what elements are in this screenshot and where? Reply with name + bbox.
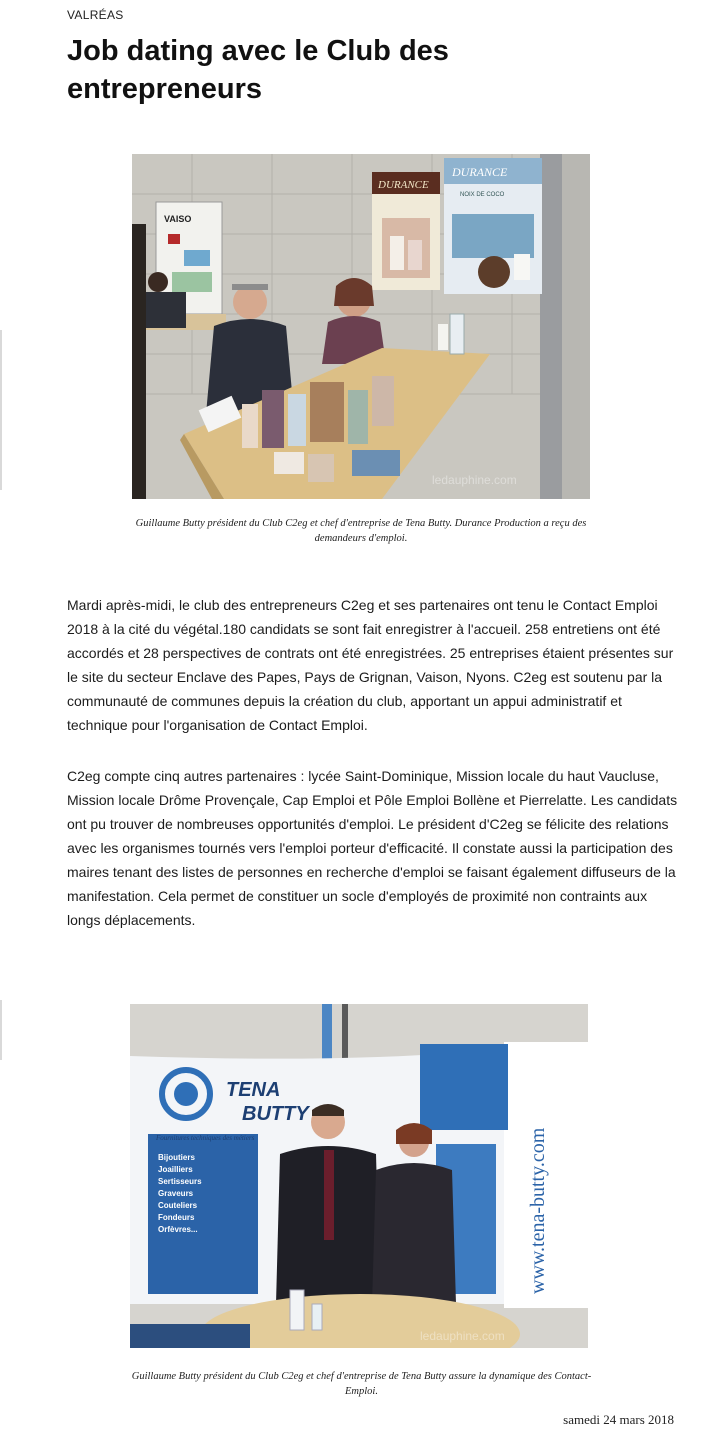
svg-text:Graveurs: Graveurs (158, 1189, 194, 1198)
svg-text:Joailliers: Joailliers (158, 1165, 193, 1174)
durance-poster-left (372, 172, 440, 290)
svg-text:Fondeurs: Fondeurs (158, 1213, 195, 1222)
svg-text:VAISO: VAISO (164, 214, 192, 224)
body-paragraph-1: Mardi après-midi, le club des entrepreneurs C2eg et ses partenaires ont tenu le Contact Emploi 2018 à la cité du végétal.180 candidats se sont fait enregistrer à l'accueil. 258 entretiens ont été accordés et 28 perspectives de contrats ont été enregistrées. 25 entreprises étaient présentes sur le site du secteur Enclave des Papes, Pays de Grignan, Vaison, Nyons. C2eg est soutenu par la communauté de communes depuis la création du club, apportant un appui administratif et technique pour l'organisation de Contact Emploi. (67, 597, 674, 733)
svg-text:NOIX DE COCO: NOIX DE COCO (460, 192, 505, 198)
photo-2-caption: Guillaume Butty président du Club C2eg et chef d'entreprise de Tena Butty assure la dynamique des Contact-Emploi. (131, 1371, 592, 1397)
svg-text:DURANCE: DURANCE (452, 165, 508, 179)
svg-text:ledauphine.com: ledauphine.com (420, 1329, 505, 1343)
svg-text:BUTTY: BUTTY (242, 1103, 309, 1125)
durance-poster-right (444, 158, 542, 294)
svg-text:Bijoutiers: Bijoutiers (158, 1153, 195, 1162)
article-title: Job dating avec le Club des entrepreneurs (67, 35, 449, 105)
svg-text:ledauphine.com: ledauphine.com (432, 473, 517, 487)
scan-edge-mark (0, 1000, 2, 1060)
svg-text:TENA: TENA (226, 1079, 281, 1101)
article-photo-1 (132, 154, 590, 499)
photo-1-caption: Guillaume Butty président du Club C2eg et chef d'entreprise de Tena Butty. Durance Production a reçu des demandeurs d'emploi. (135, 518, 587, 544)
publication-date: samedi 24 mars 2018 (563, 1412, 674, 1427)
section-label: VALRÉAS (67, 8, 124, 22)
scan-edge-mark (0, 330, 2, 490)
body-paragraph-2: C2eg compte cinq autres partenaires : lycée Saint-Dominique, Mission locale du haut Vaucluse, Mission locale Drôme Provençale, Cap Emploi et Pôle Emploi Bollène et Pierrelatte. Les candidats ont pu trouver de nombreuses opportunités d'emploi. Le président d'C2eg se félicite des relations avec les organismes tournés vers l'emploi porteur d'efficacité. Il constate aussi la participation des maires tenant des listes de personnes en recherche d'emploi se faisant également diffuseurs de la manifestation. Cela permet de constituer un socle d'employés de proximité non contraints aux longs déplacements. (67, 768, 678, 928)
svg-text:Sertisseurs: Sertisseurs (158, 1177, 202, 1186)
article-photo-2 (130, 1004, 588, 1348)
svg-text:www.tena-butty.com: www.tena-butty.com (527, 1127, 549, 1294)
svg-text:Orfèvres...: Orfèvres... (158, 1225, 198, 1234)
svg-text:Fournitures techniques des mét: Fournitures techniques des métiers (156, 1134, 255, 1142)
svg-text:Couteliers: Couteliers (158, 1201, 198, 1210)
svg-text:DURANCE: DURANCE (378, 179, 429, 191)
